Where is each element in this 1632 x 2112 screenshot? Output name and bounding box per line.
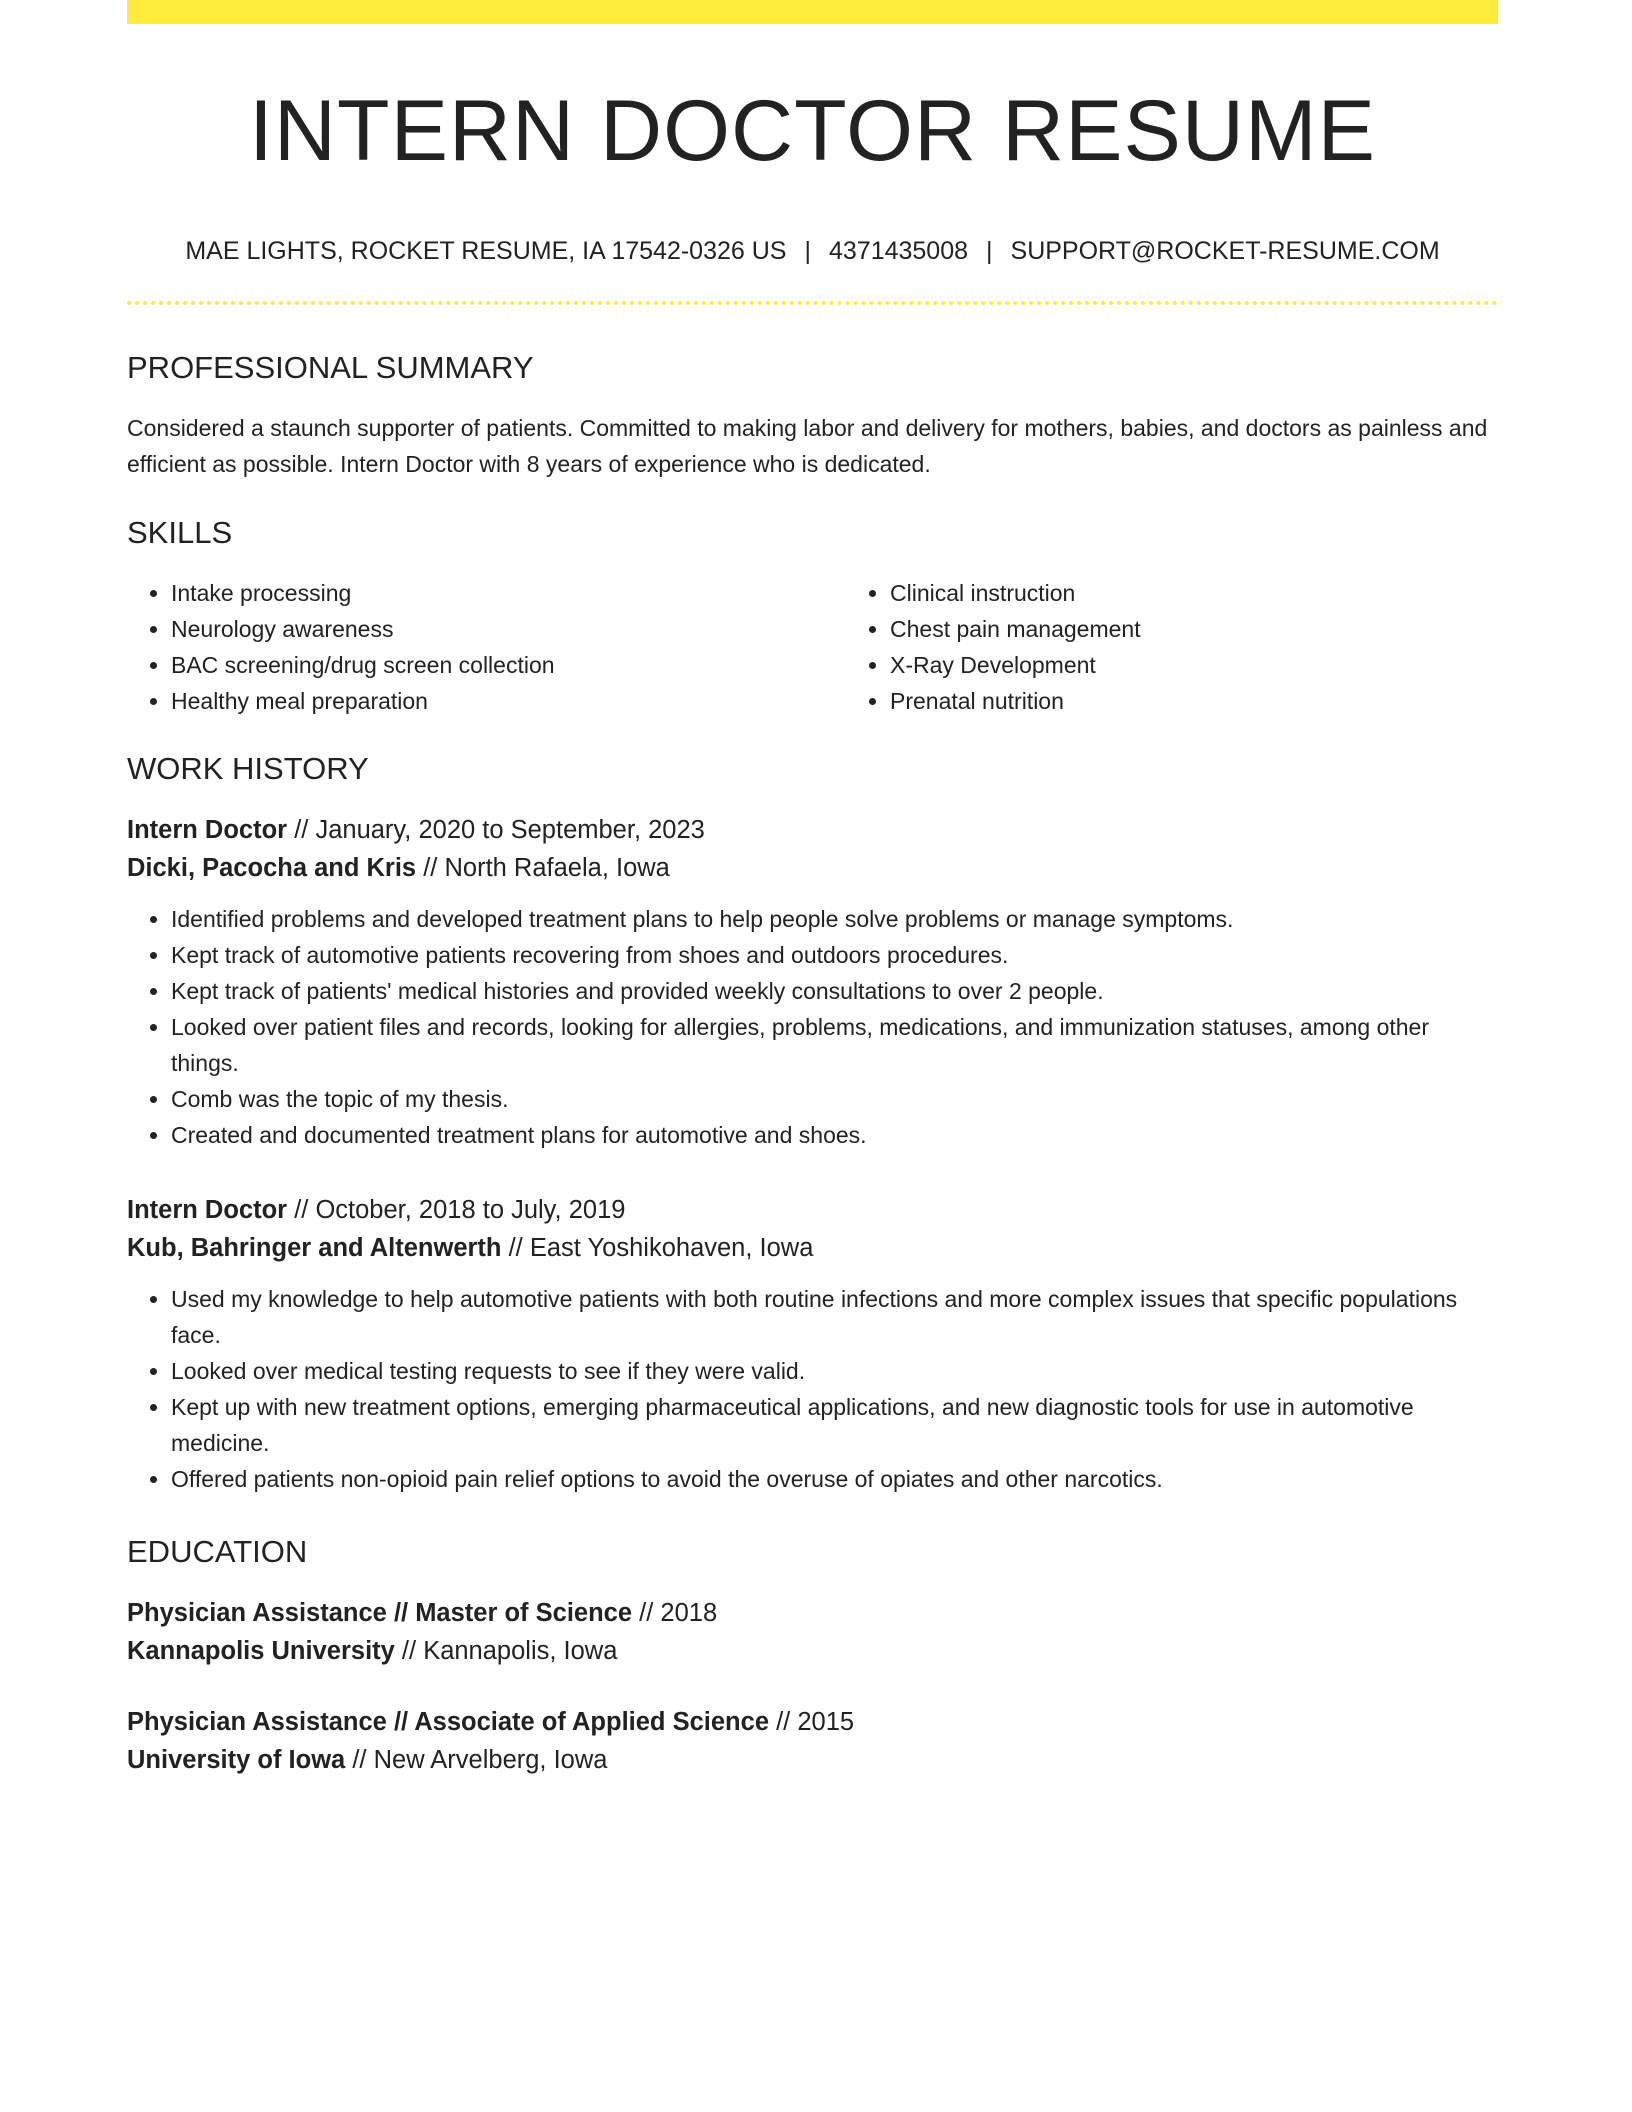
- job-role: Intern Doctor: [127, 816, 288, 845]
- education-program: Physician Assistance // Master of Science: [127, 1599, 633, 1628]
- header-divider: [127, 301, 1498, 305]
- skill-item: • BAC screening/drug screen collection: [171, 647, 846, 683]
- education-school: Kannapolis University: [127, 1637, 395, 1666]
- contact-line: [127, 235, 1498, 268]
- job-bullet: • Kept track of automotive patients recovering from shoes and outdoors procedures.: [171, 937, 1498, 973]
- work-history-heading: WORK HISTORY: [127, 751, 369, 787]
- skill-item: • Prenatal nutrition: [890, 683, 1565, 719]
- education-school-line: [127, 1632, 1498, 1670]
- job-location: East Yoshikohaven, Iowa: [529, 1234, 814, 1263]
- education-school-line: [127, 1741, 1498, 1779]
- education-degree-line: [127, 1594, 1498, 1632]
- skills-heading: SKILLS: [127, 514, 233, 550]
- top-accent-bar: [127, 0, 1498, 24]
- divider-text: //: [401, 1637, 417, 1666]
- education-program: Physician Assistance // Associate of Applied Science: [127, 1708, 769, 1737]
- job-bullet: • Looked over medical testing requests to see if they were valid.: [171, 1353, 1498, 1389]
- job-bullet: • Kept track of patients' medical histories and provided weekly consultations to over 2 people.: [171, 973, 1498, 1009]
- job-dates: October, 2018 to July, 2019: [315, 1196, 626, 1225]
- education-heading: EDUCATION: [127, 1534, 308, 1570]
- skill-item: • Healthy meal preparation: [171, 683, 846, 719]
- job-bullet: • Created and documented treatment plans for automotive and shoes.: [171, 1117, 1498, 1153]
- job-bullet: • Looked over patient files and records, looking for allergies, problems, medications, and immunization statuses, among other things.: [171, 1009, 1498, 1081]
- divider-text: //: [508, 1234, 523, 1263]
- divider-text: //: [639, 1599, 654, 1628]
- job-title-line: [127, 811, 1498, 849]
- skill-item: • Intake processing: [171, 575, 846, 611]
- job-bullet: • Used my knowledge to help automotive patients with both routine infections and more complex issues that specific populations face.: [171, 1281, 1498, 1353]
- summary-text: Considered a staunch supporter of patients. Committed to making labor and delivery for mothers, babies, and doctors as painless and efficient as possible. Intern Doctor with 8 years of experience who is dedicated.: [127, 414, 1488, 477]
- education-location: Kannapolis, Iowa: [423, 1637, 618, 1666]
- divider-text: //: [352, 1746, 367, 1775]
- job-company: Dicki, Pacocha and Kris: [127, 854, 417, 883]
- job-bullet: • Comb was the topic of my thesis.: [171, 1081, 1498, 1117]
- contact-separator: |: [986, 237, 993, 266]
- divider-text: //: [294, 816, 309, 845]
- skill-item: • Chest pain management: [890, 611, 1565, 647]
- job-company-line: [127, 849, 1498, 887]
- contact-address: MAE LIGHTS, ROCKET RESUME, IA 17542-0326 US: [185, 237, 787, 266]
- skills-columns: [127, 575, 1498, 719]
- education-degree-line: [127, 1703, 1498, 1741]
- summary-heading: PROFESSIONAL SUMMARY: [127, 349, 534, 385]
- job-bullet: • Kept up with new treatment options, emerging pharmaceutical applications, and new diagnostic tools for use in automotive medicine.: [171, 1389, 1498, 1461]
- job-bullets: [127, 1281, 1498, 1497]
- education-entry: [127, 1703, 1498, 1779]
- job-bullet: • Identified problems and developed treatment plans to help people solve problems or manage symptoms.: [171, 901, 1498, 937]
- job-title-line: [127, 1191, 1498, 1229]
- education-location: New Arvelberg, Iowa: [373, 1746, 608, 1775]
- education-year: 2018: [660, 1599, 718, 1628]
- job-bullet: • Offered patients non-opioid pain relief options to avoid the overuse of opiates and other narcotics.: [171, 1461, 1498, 1497]
- skill-item: • Clinical instruction: [890, 575, 1565, 611]
- education-entry: [127, 1594, 1498, 1670]
- skill-item: • X-Ray Development: [890, 647, 1565, 683]
- skills-list-right: [846, 575, 1565, 719]
- job-location: North Rafaela, Iowa: [444, 854, 670, 883]
- job-dates: January, 2020 to September, 2023: [315, 816, 705, 845]
- divider-text: //: [776, 1708, 791, 1737]
- job-bullets: [127, 901, 1498, 1153]
- divider-text: //: [294, 1196, 309, 1225]
- education-year: 2015: [797, 1708, 855, 1737]
- resume-content: [127, 24, 1498, 1779]
- job-company: Kub, Bahringer and Altenwerth: [127, 1234, 502, 1263]
- resume-title: INTERN DOCTOR RESUME: [249, 83, 1376, 179]
- skill-item: • Neurology awareness: [171, 611, 846, 647]
- job-entry: [127, 811, 1498, 1153]
- contact-email: SUPPORT@ROCKET-RESUME.COM: [1010, 237, 1440, 266]
- education-school: University of Iowa: [127, 1746, 346, 1775]
- contact-separator: |: [804, 237, 811, 266]
- skills-list-left: [127, 575, 846, 719]
- contact-phone: 4371435008: [828, 237, 969, 266]
- job-company-line: [127, 1229, 1498, 1267]
- divider-text: //: [423, 854, 438, 883]
- job-role: Intern Doctor: [127, 1196, 288, 1225]
- job-entry: [127, 1191, 1498, 1497]
